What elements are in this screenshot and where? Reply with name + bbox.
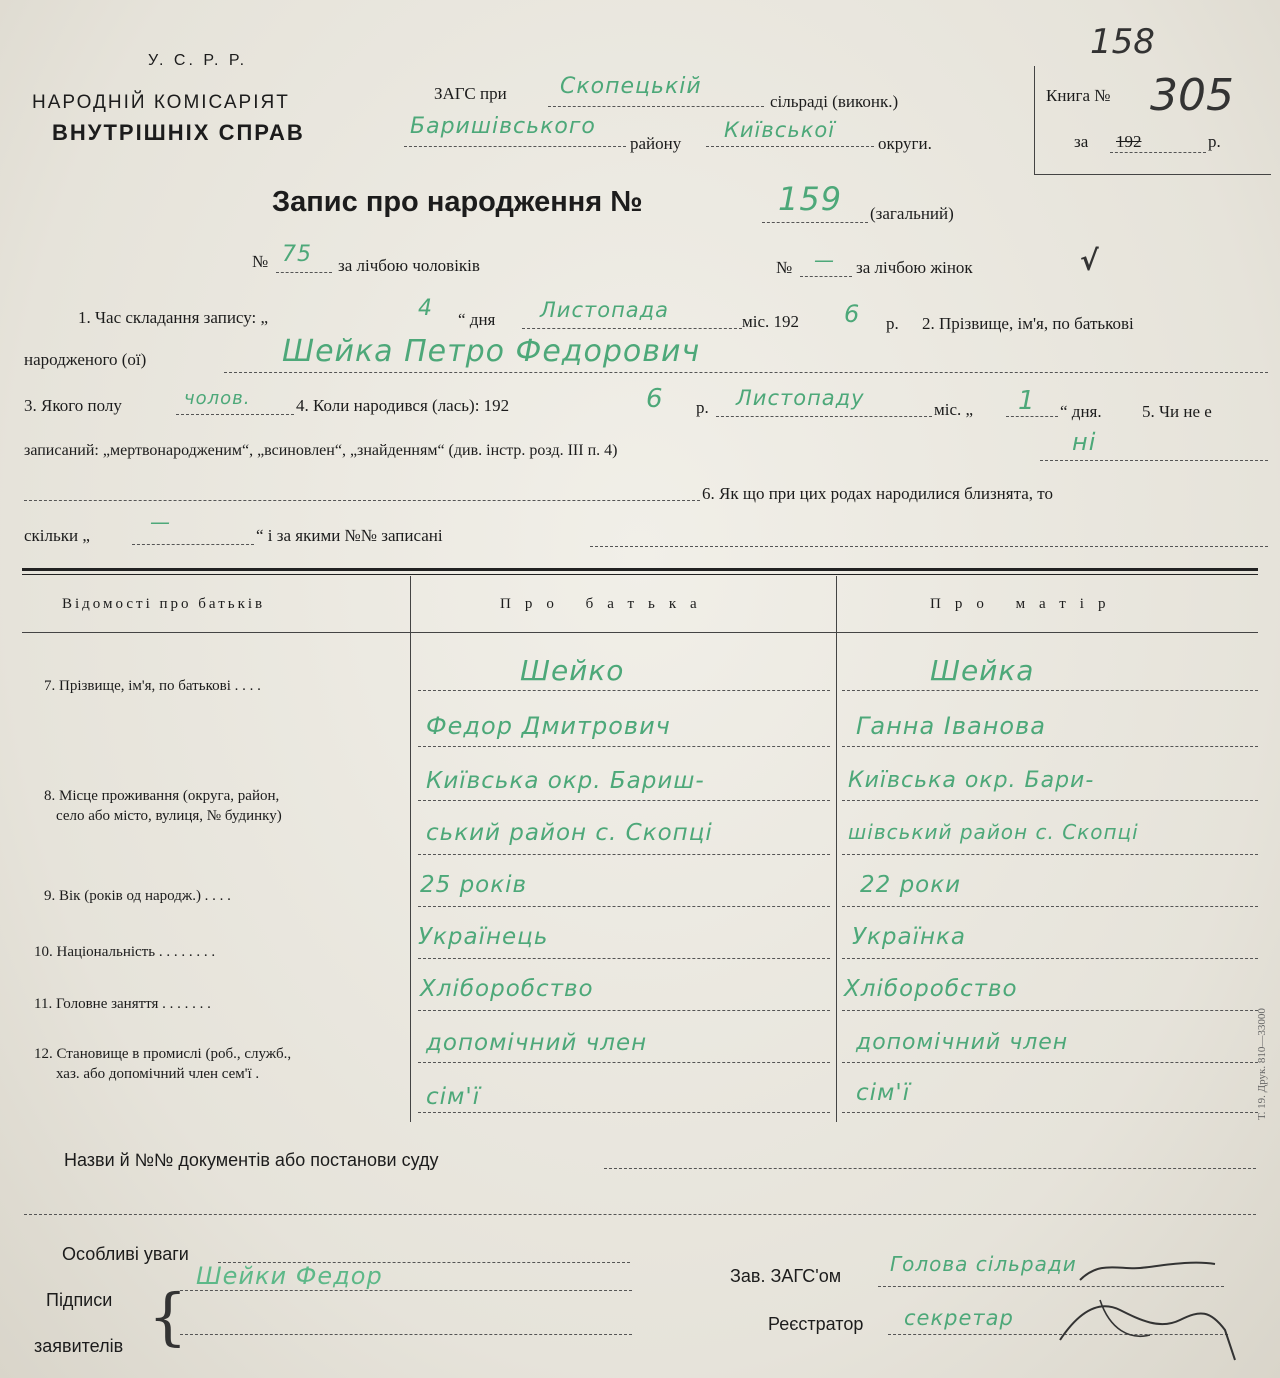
record-title-suffix: (загальний) [870, 204, 954, 223]
female-count-mark: √ [1080, 244, 1099, 277]
registrar-label: Реєстратор [768, 1314, 864, 1334]
item6-numbers-line [590, 546, 1268, 547]
item6-label2-suffix: “ і за якими №№ записані [256, 526, 443, 545]
book-label: Книга № [1046, 86, 1111, 105]
book-year-line [1110, 152, 1206, 153]
applicant-signature: Шейки Федор [196, 1262, 383, 1290]
item2-name-handwritten: Шейка Петро Федорович [282, 334, 701, 369]
docs-label: Назви й №№ документів або постанови суду [64, 1150, 439, 1170]
book-year-suffix: р. [1208, 132, 1221, 151]
item4-year-handwritten: 6 [646, 384, 664, 414]
male-count-label: за лічбою чоловіків [338, 256, 480, 275]
raion-label: району [630, 134, 682, 153]
item4-label: 4. Коли народився (лась): 192 [296, 396, 510, 415]
father-address-1: Київська окр. Бариш- [426, 768, 705, 794]
row9-label: 9. Вік (років од народж.) . . . . [44, 888, 231, 904]
mother-name: Ганна Іванова [856, 712, 1046, 740]
mother-address-2: шівський район с. Скопці [848, 820, 1139, 844]
father-row-line-5 [418, 906, 830, 907]
item1-day-handwritten: 4 [418, 296, 433, 321]
item4-month-suffix: міс. „ [934, 400, 974, 419]
mother-address-1: Київська окр. Бари- [848, 768, 1095, 793]
row11-label: 11. Головне заняття . . . . . . . [34, 996, 211, 1012]
table-header-mother: Про матір [930, 596, 1120, 612]
record-number-handwritten: 159 [778, 180, 843, 218]
item2-label: 2. Прізвище, ім'я, по батькові [922, 314, 1134, 333]
commissariat-line2: ВНУТРІШНІХ СПРАВ [52, 120, 305, 145]
row10-label: 10. Національність . . . . . . . . [34, 944, 216, 960]
father-surname: Шейко [520, 654, 625, 687]
okruga-handwritten: Київської [724, 118, 836, 142]
raion-handwritten: Баришівського [410, 114, 596, 139]
record-number-line [762, 222, 868, 223]
mother-row-line-8 [842, 1062, 1258, 1063]
official-signature-scribble [1040, 1240, 1240, 1370]
mother-row-line-1 [842, 690, 1258, 691]
zags-head-label: Зав. ЗАГС'ом [730, 1266, 842, 1286]
registrar-handwritten: секретар [904, 1306, 1014, 1330]
remarks-label: Особливі уваги [62, 1244, 189, 1264]
docs-line-1 [604, 1168, 1256, 1169]
book-year-printed: 192 [1116, 132, 1142, 151]
item4-year-suffix: р. [696, 398, 709, 417]
item1-day-label: “ дня [458, 310, 496, 329]
father-row-line-1 [418, 690, 830, 691]
mother-occupation: Хліборобство [844, 976, 1018, 1002]
mother-row-line-2 [842, 746, 1258, 747]
row8-label-2: село або місто, вулиця, № будинку) [56, 808, 282, 824]
item6-count-handwritten: — [150, 510, 171, 534]
item5-label: 5. Чи не е [1142, 402, 1212, 421]
mother-row-line-6 [842, 958, 1258, 959]
okruga-label: округи. [878, 134, 932, 153]
item4-month-line [716, 416, 932, 417]
signature-line-2 [180, 1334, 632, 1335]
mother-nationality: Українка [852, 924, 967, 950]
male-count-handwritten: 75 [282, 242, 312, 267]
mother-surname: Шейка [930, 654, 1035, 687]
father-row-line-9 [418, 1112, 830, 1113]
item6-label: 6. Як що при цих родах народилися близнята, то [702, 484, 1053, 503]
item1-year-prefix: міс. 192 [742, 312, 800, 331]
row8-label-1: 8. Місце проживання (округа, район, [44, 788, 280, 804]
item6-label2-prefix: скільки „ [24, 526, 90, 545]
mother-age: 22 роки [860, 872, 962, 898]
row7-label: 7. Прізвище, ім'я, по батькові . . . . [44, 678, 261, 694]
item1-month-line [522, 328, 742, 329]
female-count-prefix: № [776, 258, 793, 277]
zags-village-line [548, 106, 764, 107]
page-number-handwritten: 158 [1090, 22, 1155, 62]
item4-day-handwritten: 1 [1018, 386, 1036, 416]
zags-suffix: сільраді (виконк.) [770, 92, 899, 111]
male-count-prefix: № [252, 252, 269, 271]
raion-line [404, 146, 626, 147]
row12-label-1: 12. Становище в промислі (роб., служб., [34, 1046, 292, 1062]
item6-count-line [132, 544, 254, 545]
signatures-label-2: заявителів [34, 1336, 124, 1356]
signatures-brace: { [148, 1280, 188, 1353]
table-header-parents: Відомості про батьків [62, 596, 266, 612]
father-row-line-4 [418, 854, 830, 855]
item1-year-suffix: р. [886, 314, 899, 333]
table-header-father: Про батька [500, 596, 711, 612]
father-row-line-7 [418, 1010, 830, 1011]
ussr-header: У. С. Р. Р. [148, 52, 248, 69]
mother-row-line-9 [842, 1112, 1258, 1113]
zags-village-handwritten: Скопецькій [560, 74, 702, 99]
zags-prefix: ЗАГС при [434, 84, 507, 103]
item3-label: 3. Якого полу [24, 396, 122, 415]
father-row-line-8 [418, 1062, 830, 1063]
father-age: 25 років [420, 872, 528, 898]
item6-blank-line [24, 500, 700, 501]
zags-head-handwritten: Голова сільради [890, 1252, 1077, 1276]
book-number-handwritten: 305 [1150, 70, 1234, 121]
item4-month-handwritten: Листопаду [736, 386, 865, 410]
item5-label2: записаний: „мертвонародженим“, „всиновлен“, „знайденням“ (див. інстр. розд. III п. 4) [24, 442, 618, 459]
father-address-2: ський район с. Скопці [426, 820, 713, 846]
signatures-label-1: Підписи [46, 1290, 113, 1310]
mother-status-2: сім'ї [856, 1080, 911, 1106]
mother-row-line-5 [842, 906, 1258, 907]
signature-line-1 [180, 1290, 632, 1291]
item5-answer-handwritten: ні [1072, 428, 1097, 456]
table-col-divider-1 [410, 576, 411, 1122]
father-row-line-6 [418, 958, 830, 959]
table-col-divider-2 [836, 576, 837, 1122]
side-print-mark: Т. 19. Друк. 810—33000 [1256, 1008, 1268, 1120]
father-row-line-2 [418, 746, 830, 747]
okruga-line [706, 146, 874, 147]
father-name: Федор Дмитрович [426, 712, 671, 740]
father-nationality: Українець [418, 924, 549, 950]
father-status-1: допомічний член [426, 1030, 648, 1056]
mother-row-line-4 [842, 854, 1258, 855]
table-top-rule [22, 568, 1258, 571]
row12-label-2: хаз. або допомічний член сем'ї . [56, 1066, 260, 1082]
female-count-line [800, 276, 852, 277]
commissariat-line1: НАРОДНІЙ КОМІСАРІЯТ [32, 92, 290, 113]
item3-sex-handwritten: чолов. [184, 388, 251, 409]
item1-month-handwritten: Листопада [540, 298, 670, 322]
father-row-line-3 [418, 800, 830, 801]
mother-status-1: допомічний член [856, 1030, 1069, 1055]
item4-day-line [1006, 416, 1058, 417]
female-count-label: за лічбою жінок [856, 258, 973, 277]
item5-answer-line [1040, 460, 1268, 461]
item2-name-line [224, 372, 1268, 373]
docs-line-2 [24, 1214, 1256, 1215]
table-top-rule-thin [22, 574, 1258, 575]
father-occupation: Хліборобство [420, 976, 594, 1002]
item1-year-handwritten: 6 [844, 300, 861, 328]
item1-label: 1. Час складання запису: „ [78, 308, 269, 327]
mother-row-line-7 [842, 1010, 1258, 1011]
book-year-prefix: за [1074, 132, 1089, 151]
father-status-2: сім'ї [426, 1084, 481, 1110]
female-count-handwritten: — [814, 248, 835, 272]
male-count-line [276, 272, 332, 273]
mother-row-line-3 [842, 800, 1258, 801]
item3-sex-line [176, 414, 294, 415]
table-header-rule [22, 632, 1258, 633]
item4-day-suffix: “ дня. [1060, 402, 1102, 421]
record-title: Запис про народження № [272, 186, 643, 218]
item2-label2: народженого (ої) [24, 350, 147, 369]
